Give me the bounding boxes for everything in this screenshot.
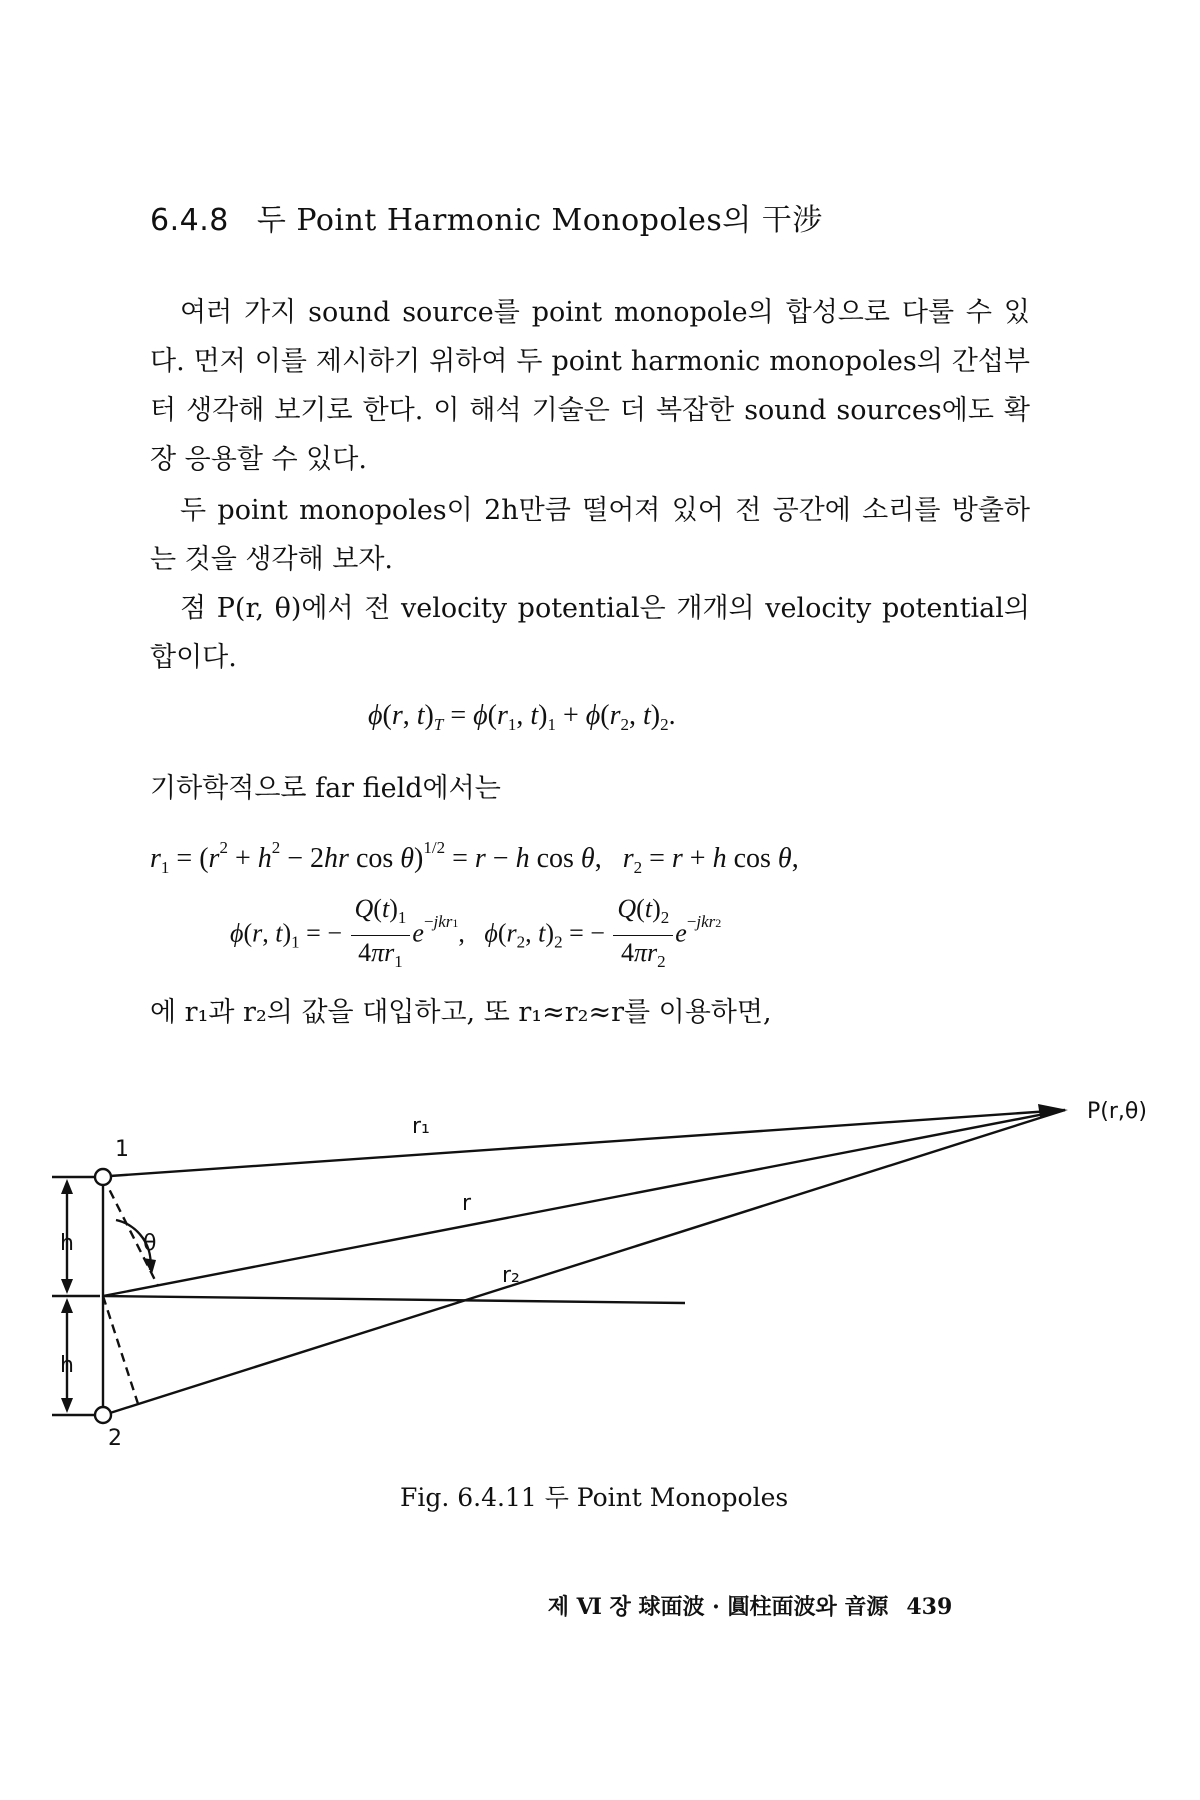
dimension-arrow-3 — [61, 1298, 73, 1313]
label-r: r — [462, 1191, 472, 1216]
ray-r2 — [110, 1110, 1065, 1413]
source-1-marker — [95, 1169, 111, 1185]
running-footer — [0, 1590, 1200, 1621]
paragraph-1: 여러 가지 sound source를 point monopole의 합성으로 다룰 수 있다. 먼저 이를 제시하기 위하여 두 point harmonic monopoles의 간섭부터 생각해 보기로 한다. 이 해석 기술은 더 복잡한 sound sources에도 확장 응용할 수 있다. — [150, 297, 1030, 475]
section-title: 두 Point Harmonic Monopoles의 干涉 — [256, 203, 823, 238]
page-number: 439 — [906, 1594, 953, 1620]
label-h-top: h — [60, 1231, 74, 1256]
paragraph-1-block — [150, 288, 1030, 484]
section-number: 6.4.8 — [150, 203, 229, 238]
label-theta: θ — [143, 1231, 157, 1256]
paragraph-2: 두 point monopoles이 2h만큼 떨어져 있어 전 공간에 소리를 방출하는 것을 생각해 보자. — [150, 495, 1030, 575]
horizontal-reference-line — [103, 1296, 685, 1303]
label-h-bottom: h — [60, 1353, 74, 1378]
equation-distances: $r_1 = (r^2 + h^2 - 2hr$ cos θ)$^{1/2}$ = r − h cos θ, $r_2 = r + h$ cos θ, — [150, 838, 799, 877]
equation-tail-text: 에 r₁과 r₂의 값을 대입하고, 또 r₁≈r₂≈r를 이용하면, — [150, 997, 772, 1028]
figure-two-monopoles — [0, 1060, 1200, 1480]
label-r2: r₂ — [502, 1263, 520, 1288]
footer-chapter: 제 Ⅵ 장 球面波 · 圓柱面波와 音源 — [547, 1594, 889, 1620]
equation-lead-text: 기하학적으로 far field에서는 — [150, 773, 501, 804]
label-source-1: 1 — [115, 1137, 129, 1162]
dimension-arrow-2 — [61, 1279, 73, 1294]
dimension-arrow-1 — [61, 1179, 73, 1194]
dimension-arrow-4 — [61, 1398, 73, 1413]
ray-r — [103, 1110, 1065, 1296]
ray-r1 — [110, 1110, 1065, 1176]
paragraph-3: 점 P(r, θ)에서 전 velocity potential은 개개의 velocity potential의 합이다. — [150, 593, 1030, 673]
figure-caption: Fig. 6.4.11 두 Point Monopoles — [400, 1483, 789, 1512]
label-source-2: 2 — [108, 1426, 122, 1451]
label-r1: r₁ — [412, 1114, 430, 1139]
equation-individual-potentials: ϕ(r, $t)_1$ = − $\frac{Q(t)_1}{4\pi r_1}$ $e^{-jkr1}$, $\phi(r_2$, $t)_2$ = − $\frac{Q(t)_2}{4\pi r_2}$ $e^{-jkr2}$ — [230, 894, 722, 971]
paragraph-3-block — [150, 584, 1030, 682]
equation-total-potential: ϕ(r, $t)_T = \phi(r_1$, $t)_1 + \phi(r_2$, $t)_2$. — [368, 700, 676, 734]
projection-dashed-2 — [103, 1296, 140, 1410]
paragraph-2-block — [150, 486, 1030, 584]
label-point-p: P(r,θ) — [1087, 1099, 1147, 1124]
source-2-marker — [95, 1407, 111, 1423]
section-heading — [150, 195, 823, 239]
